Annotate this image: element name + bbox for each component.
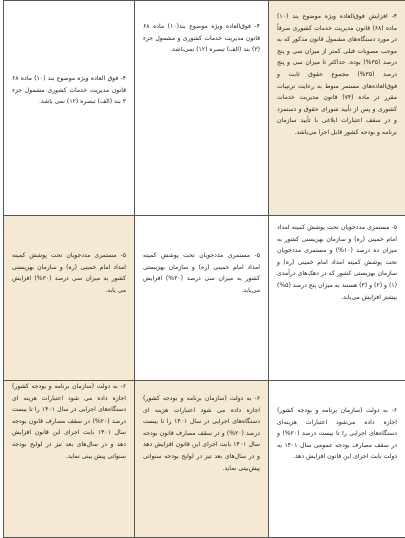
- table-cell: [135, 216, 269, 381]
- cell-text: ۵- مستمری مددجویان تحت پوشش کمیته امداد امام خمینی (ره) و سازمان بهزیستی کشور به میزان سی درصد (۳۰%) افزایش می‌یابد.: [143, 250, 260, 296]
- table-cell: [4, 216, 135, 381]
- cell-text: ۴- فوق العاده ویژه موضوع بند (۱۰) ماده ۶۸ قانون مدیریت خدمات کشوری مشمول جزء ۳ بند (الف) تبصره (۱۲) نمی باشد.: [12, 73, 126, 108]
- table-row: [4, 381, 405, 538]
- cell-text: ۴- فوق‌العاده ویژه موضوع بند(۱۰) ماده ۶۸ قانون مدیریت خدمات کشوری و مشمول جزء (۳) بند (الف) تبصره (۱۲) نمی‌باشد.: [143, 21, 260, 56]
- cell-text: ۴- افزایش فوق‌العاده ویژه موضوع بند (۱۰) ماده (۶۸) قانون مدیریت خدمات کشوری صرفاً در مورد دستگاه‌های مشمول قانون مذکور که به موجب مصوبات قبلی کمتر از میزان سی و پنج درصد (۳۵%) بوده. حداکثر تا میزان سی و پنج درصد (۳۵%) مجموع حقوق ثابت و فوق‌العاده‌های مستمر منوط به رعایت ترتیبات مقرر در ماده (۷۴) قانون مدیریت خدمات کشوری و پس از تأیید شورای حقوق و دستمزد و در سقف اعتبارات ابلاغی با تأیید سازمان برنامه و بودجه کشور قابل اجرا می‌باشد.: [277, 11, 397, 139]
- table-cell: [4, 381, 135, 538]
- table-cell: [269, 381, 405, 538]
- comparison-table: [3, 0, 405, 538]
- table-row: [4, 216, 405, 381]
- cell-text: ۵- مستمری مددجویان تحت پوشش کمیته امداد امام خمینی (ره) و سازمان بهزیستی کشور به میزان سی درصد (۳۰%) افزایش می یابد.: [12, 250, 126, 296]
- table-row: [4, 1, 405, 216]
- cell-text: ۶- به دولت (سازمان برنامه و بودجه کشور) اجازه داده می‌شود اعتبارات هزینه‌ای دستگاه‌های اجرایی را تا بیست درصد (۲۰%) و در سقف مصارف بودجه عمومی سال ۱۴۰۱ به دولت بابت اجرای این قانون افزایش دهد.: [277, 405, 397, 463]
- table-cell: [4, 1, 135, 216]
- table-cell: [135, 1, 269, 216]
- cell-text: ۶- به دولت (سازمان برنامه و بودجه کشور) اجازه داده می شود اعتبارات هزینه ای دستگاه‌های اجرایی در سال ۱۴۰۱ را تا بیست درصد (۲۰%) و در سقف مصارف قانون بودجه سال ۱۴۰۱ بابت اجرای این قانون افزایش دهد و در سال‌های بعد تیز در لوایح بودجه سنواتی پیش‌بینی نماید.: [143, 393, 260, 474]
- table-cell: [269, 1, 405, 216]
- cell-text: ۶- به دولت (سازمان برنامه و بودجه کشور) اجازه داده می شود اعتبارات هزینه ای دستگاه‌های اجرایی در سال ۱۴۰۱ را تا بیست درصد (۲۰%) در سقف مصارف قانون بودجه سال ۱۴۰۱ بابت اجرای این قانون افزایش دهد و در سال‌های بعد تیز در لوایح بودجه سنواتی پیش بینی نماید.: [12, 381, 126, 462]
- table-cell: [269, 216, 405, 381]
- cell-text: ۵- مستمری مددجویان تحت پوشش کمیته امداد امام خمینی (ره) و سازمان بهزیستی کشور به میزان ده درصد (۱۰%) و مستمری مددجویان تحت پوشش کمیته امداد امام خمینی (ره) و سازمان بهزیستی کشور که در دهک‌های درآمدی (۱) و (۲) و (۳) هستند به میزان پنج درصد (۵%) بیشتر افزایش می‌یابد.: [277, 222, 397, 303]
- table-cell: [135, 381, 269, 538]
